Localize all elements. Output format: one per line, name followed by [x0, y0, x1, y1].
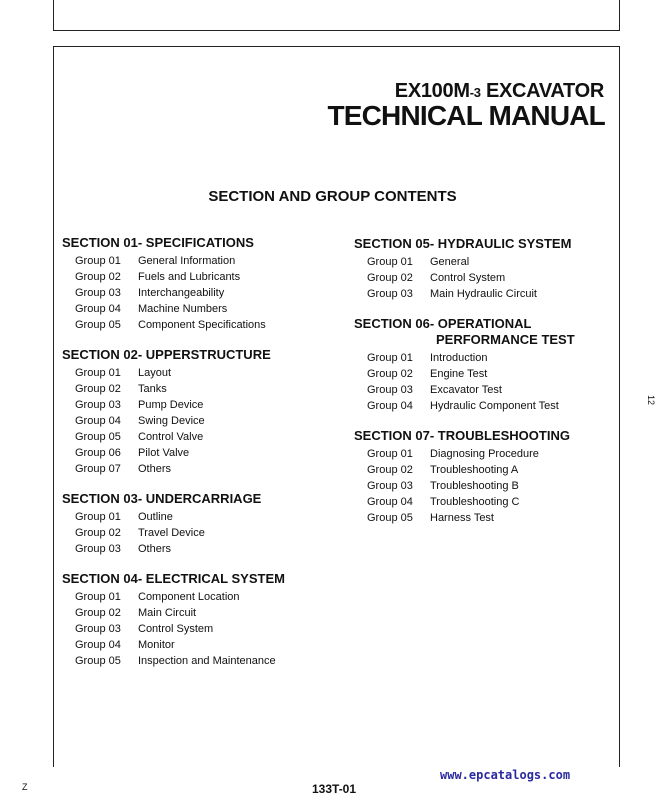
group-title: General	[430, 256, 470, 268]
group-title: Others	[138, 543, 172, 555]
group-title: Main Hydraulic Circuit	[430, 288, 537, 300]
group-title: General Information	[138, 255, 236, 267]
group-title: Machine Numbers	[138, 303, 228, 315]
group-title: Diagnosing Procedure	[430, 448, 539, 460]
group-title: Hydraulic Component Test	[430, 400, 559, 412]
group-number: Group 02	[75, 607, 121, 619]
model-name: EX100M	[394, 80, 470, 102]
section-block	[354, 428, 624, 526]
group-number: Group 02	[367, 464, 413, 476]
group-number: Group 04	[75, 303, 121, 315]
section-block	[354, 316, 624, 414]
group-number: Group 04	[75, 415, 121, 427]
group-title: Engine Test	[430, 368, 488, 380]
group-row	[62, 381, 342, 397]
group-title: Component Location	[138, 591, 240, 603]
group-title: Others	[138, 463, 172, 475]
group-title: Travel Device	[138, 527, 205, 539]
group-title: Layout	[138, 367, 172, 379]
machine-type: EXCAVATOR	[485, 80, 604, 102]
group-row	[62, 253, 342, 269]
group-number: Group 05	[367, 512, 413, 524]
group-number: Group 01	[367, 352, 413, 364]
group-number: Group 04	[75, 639, 121, 651]
group-number: Group 01	[75, 591, 121, 603]
section-heading: SECTION 06- OPERATIONAL PERFORMANCE TEST	[354, 316, 624, 348]
group-row	[62, 621, 342, 637]
section-heading: SECTION 02- UPPERSTRUCTURE	[62, 347, 271, 362]
group-row	[62, 541, 342, 557]
group-number: Group 06	[75, 447, 121, 459]
group-number: Group 03	[367, 384, 413, 396]
section-heading: SECTION 03- UNDERCARRIAGE	[62, 491, 262, 506]
section-heading: SECTION 05- HYDRAULIC SYSTEM	[354, 236, 572, 251]
group-number: Group 01	[75, 367, 121, 379]
group-title: Introduction	[430, 352, 488, 364]
group-number: Group 01	[75, 255, 121, 267]
group-number: Group 03	[75, 623, 121, 635]
group-number: Group 03	[75, 399, 121, 411]
group-row	[354, 366, 624, 382]
group-number: Group 03	[75, 543, 121, 555]
group-title: Pilot Valve	[138, 447, 190, 459]
group-row	[62, 637, 342, 653]
model-suffix: -3	[469, 85, 481, 100]
contents-heading: SECTION AND GROUP CONTENTS	[208, 188, 457, 205]
group-row	[354, 254, 624, 270]
group-row	[354, 510, 624, 526]
group-title: Monitor	[138, 639, 175, 651]
group-title: Troubleshooting B	[430, 480, 519, 492]
group-row	[62, 525, 342, 541]
group-title: Control System	[138, 623, 214, 635]
group-row	[62, 269, 342, 285]
group-number: Group 01	[75, 511, 121, 523]
section-heading: SECTION 01- SPECIFICATIONS	[62, 235, 254, 250]
group-title: Fuels and Lubricants	[138, 271, 241, 283]
group-row	[62, 461, 342, 477]
group-number: Group 04	[367, 400, 413, 412]
page-code: 133T-01	[312, 782, 357, 796]
group-title: Swing Device	[138, 415, 205, 427]
group-number: Group 02	[367, 368, 413, 380]
edge-mark: 12	[646, 394, 657, 406]
group-row	[62, 397, 342, 413]
group-row	[354, 478, 624, 494]
group-number: Group 04	[367, 496, 413, 508]
group-row	[62, 301, 342, 317]
group-row	[62, 605, 342, 621]
group-row	[62, 285, 342, 301]
group-title: Troubleshooting A	[430, 464, 519, 476]
group-row	[62, 589, 342, 605]
group-title: Excavator Test	[430, 384, 502, 396]
group-row	[354, 398, 624, 414]
group-number: Group 02	[367, 272, 413, 284]
group-title: Troubleshooting C	[430, 496, 520, 508]
section-block	[62, 347, 342, 477]
group-row	[62, 317, 342, 333]
group-title: Harness Test	[430, 512, 494, 524]
section-block	[62, 235, 342, 333]
group-row	[62, 413, 342, 429]
section-block	[354, 236, 624, 302]
corner-mark: Z	[22, 782, 28, 792]
section-block	[62, 491, 342, 557]
group-row	[354, 350, 624, 366]
group-number: Group 01	[367, 448, 413, 460]
section-heading: SECTION 07- TROUBLESHOOTING	[354, 428, 570, 443]
group-title: Main Circuit	[138, 607, 197, 619]
group-row	[62, 365, 342, 381]
group-number: Group 03	[75, 287, 121, 299]
section-heading-cont: PERFORMANCE TEST	[436, 332, 575, 347]
group-row	[62, 445, 342, 461]
group-number: Group 03	[367, 480, 413, 492]
group-title: Tanks	[138, 383, 167, 395]
manual-title: TECHNICAL MANUAL	[327, 100, 605, 131]
group-number: Group 02	[75, 527, 121, 539]
group-title: Inspection and Maintenance	[138, 655, 276, 667]
group-number: Group 01	[367, 256, 413, 268]
group-row	[354, 382, 624, 398]
group-title: Interchangeability	[138, 287, 225, 299]
group-number: Group 05	[75, 431, 121, 443]
group-title: Component Specifications	[138, 319, 266, 331]
group-title: Control Valve	[138, 431, 204, 443]
watermark-url[interactable]: www.epcatalogs.com	[440, 768, 571, 782]
group-number: Group 07	[75, 463, 121, 475]
group-title: Pump Device	[138, 399, 204, 411]
group-row	[62, 509, 342, 525]
group-title: Control System	[430, 272, 506, 284]
group-row	[62, 429, 342, 445]
group-title: Outline	[138, 511, 173, 523]
group-number: Group 05	[75, 319, 121, 331]
group-number: Group 02	[75, 271, 121, 283]
group-row	[354, 286, 624, 302]
section-block	[62, 571, 342, 669]
group-number: Group 03	[367, 288, 413, 300]
group-number: Group 02	[75, 383, 121, 395]
right-column	[354, 236, 624, 526]
group-row	[354, 270, 624, 286]
group-row	[354, 446, 624, 462]
left-column	[62, 235, 342, 669]
group-number: Group 05	[75, 655, 121, 667]
group-row	[354, 494, 624, 510]
group-row	[354, 462, 624, 478]
section-heading: SECTION 04- ELECTRICAL SYSTEM	[62, 571, 285, 586]
group-row	[62, 653, 342, 669]
top-frame	[53, 0, 620, 31]
